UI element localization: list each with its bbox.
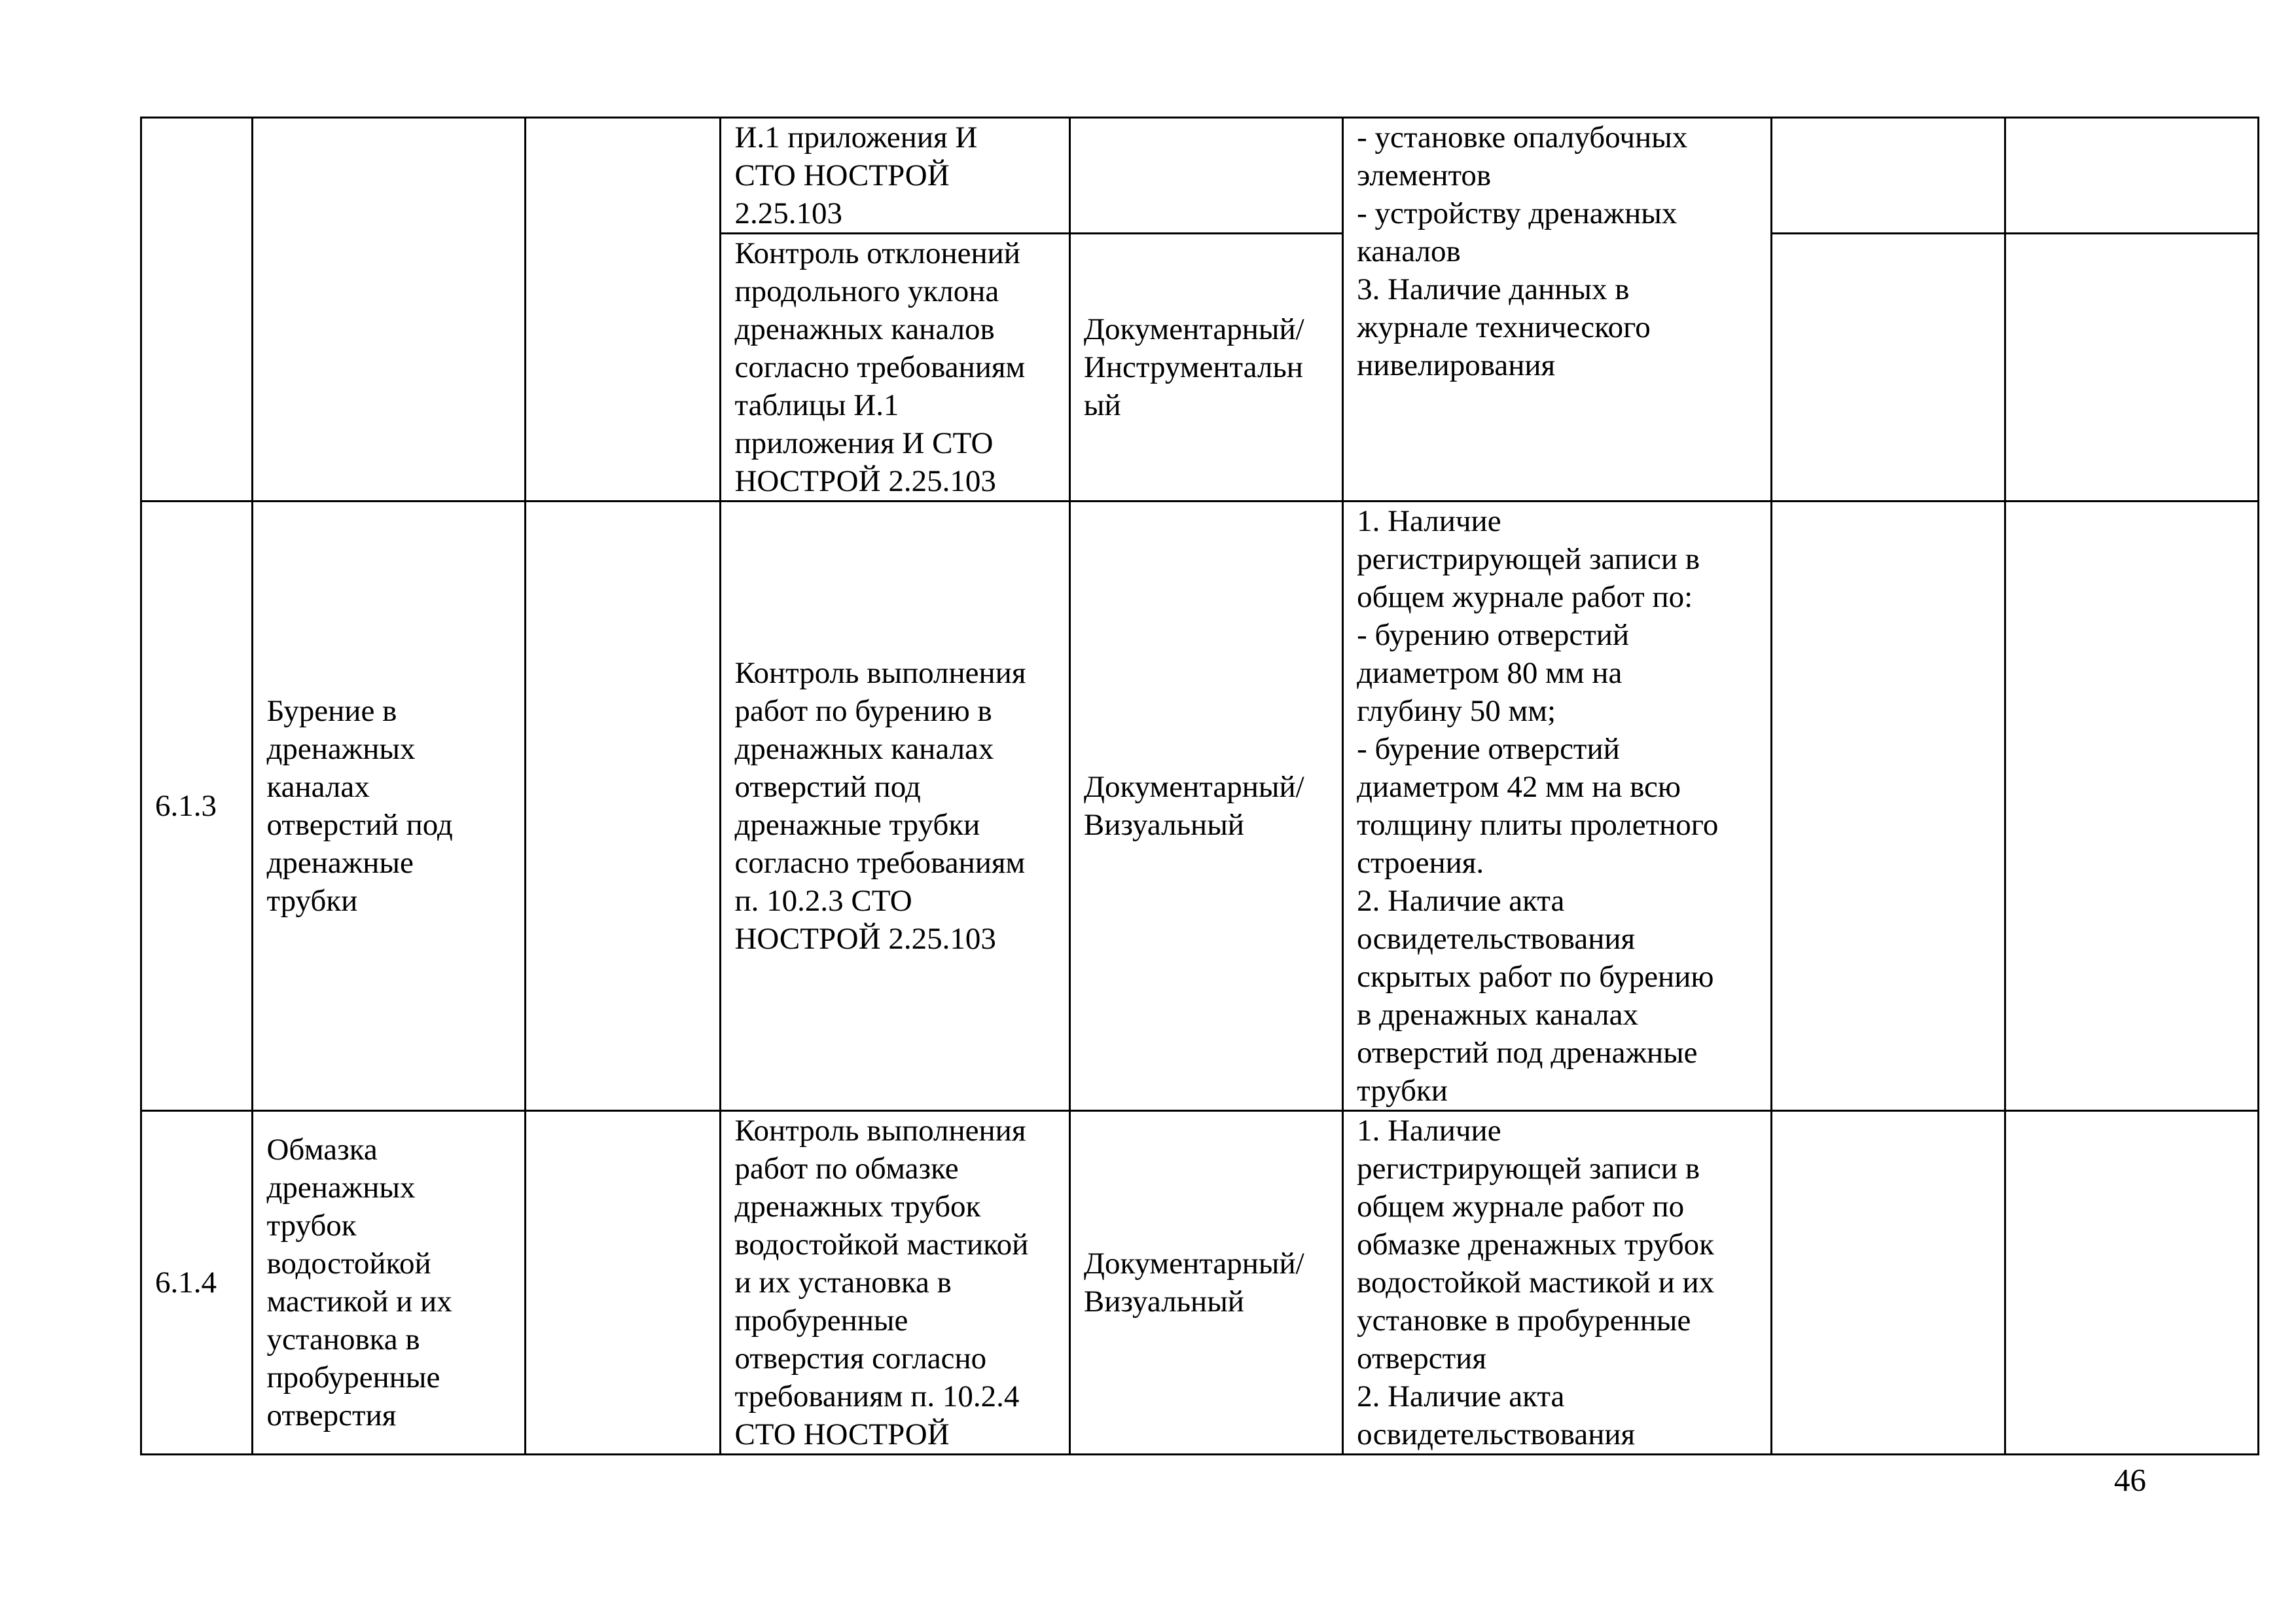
control-description-cell: И.1 приложения И СТО НОСТРОЙ 2.25.103 <box>721 118 1069 234</box>
documentation-cell: 1. Наличие регистрирующей записи в общем журнале работ по: - бурению отверстий диаметром 80 мм на глубину 50 мм; - бурение отверстий диаметром 42 мм на всю толщину плиты пролетного строения. 2. Наличие акта освидетельствования скрытых работ по бурению в дренажных каналах отверстий под дренажные трубки <box>1343 501 1772 1111</box>
work-name-cell <box>253 118 525 501</box>
empty-cell <box>1771 501 2005 1111</box>
work-name-cell: Бурение в дренажных каналах отверстий под дренажные трубки <box>253 501 525 1111</box>
page-number: 46 <box>2114 1462 2146 1498</box>
empty-cell <box>525 501 721 1111</box>
control-description-cell: Контроль выполнения работ по обмазке дренажных трубок водостойкой мастикой и их установка в пробуренные отверстия согласно требованиям п. 10.2.4 СТО НОСТРОЙ <box>721 1111 1069 1455</box>
item-number-cell: 6.1.3 <box>141 501 253 1111</box>
empty-cell <box>525 118 721 501</box>
control-method-cell: Документарный/ Визуальный <box>1069 1111 1342 1455</box>
empty-cell <box>525 1111 721 1455</box>
control-method-cell: Документарный/ Визуальный <box>1069 501 1342 1111</box>
inspection-table <box>140 117 2259 1455</box>
table-row <box>141 501 2259 1111</box>
empty-cell <box>1771 118 2005 234</box>
empty-cell <box>1771 234 2005 501</box>
empty-cell <box>2005 1111 2258 1455</box>
work-name-cell: Обмазка дренажных трубок водостойкой мастикой и их установка в пробуренные отверстия <box>253 1111 525 1455</box>
control-method-cell <box>1069 118 1342 234</box>
empty-cell <box>2005 234 2258 501</box>
control-method-cell: Документарный/ Инструментальн ый <box>1069 234 1342 501</box>
empty-cell <box>1771 1111 2005 1455</box>
empty-cell <box>2005 501 2258 1111</box>
documentation-cell: 1. Наличие регистрирующей записи в общем журнале работ по обмазке дренажных трубок водостойкой мастикой и их установке в пробуренные отверстия 2. Наличие акта освидетельствования <box>1343 1111 1772 1455</box>
documentation-cell: - установке опалубочных элементов - устройству дренажных каналов 3. Наличие данных в журнале технического нивелирования <box>1343 118 1772 501</box>
control-description-cell: Контроль отклонений продольного уклона дренажных каналов согласно требованиям таблицы И.1 приложения И СТО НОСТРОЙ 2.25.103 <box>721 234 1069 501</box>
control-description-cell: Контроль выполнения работ по бурению в дренажных каналах отверстий под дренажные трубки согласно требованиям п. 10.2.3 СТО НОСТРОЙ 2.25.103 <box>721 501 1069 1111</box>
item-number-cell <box>141 118 253 501</box>
table-row <box>141 118 2259 234</box>
empty-cell <box>2005 118 2258 234</box>
item-number-cell: 6.1.4 <box>141 1111 253 1455</box>
table-row <box>141 1111 2259 1455</box>
